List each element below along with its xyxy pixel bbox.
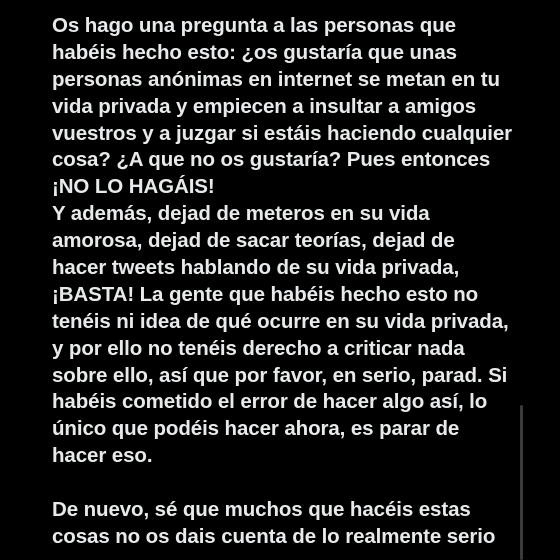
post-line: personas anónimas en internet se metan en tu (52, 67, 500, 91)
post-line: tenéis ni idea de qué ocurre en su vida privada, (52, 309, 509, 333)
post-line: habéis cometido el error de hacer algo así, lo (52, 390, 488, 414)
post-line: hacer tweets hablando de su vida privada, (52, 256, 460, 280)
post-line: habéis hecho esto: ¿os gustaría que unas (52, 40, 457, 64)
post-line: vuestros y a juzgar si estáis haciendo cualquier (52, 121, 513, 145)
post-line: ¡NO LO HAGÁIS! (52, 175, 215, 199)
post-line: y por ello no tenéis derecho a criticar nada (52, 336, 465, 360)
post-line: De nuevo, sé que muchos que hacéis estas (52, 498, 471, 522)
post-line: amorosa, dejad de sacar teorías, dejad de (52, 229, 455, 253)
post-text (52, 13, 542, 551)
scrollbar-thumb[interactable] (520, 405, 523, 560)
post-line: vida privada y empiecen a insultar a amigos (52, 94, 477, 118)
post-line: único que podéis hacer ahora, es parar de (52, 417, 460, 441)
post-line: Os hago una pregunta a las personas que (52, 14, 456, 37)
post-line: cosas no os dais cuenta de lo realmente serio (52, 524, 496, 548)
post-line: ¡BASTA! La gente que habéis hecho esto no (52, 282, 479, 306)
post-line: hacer eso. (52, 444, 153, 468)
post-line: Y además, dejad de meteros en su vida (52, 202, 430, 226)
paragraph-gap (52, 470, 542, 497)
post-line: cosa? ¿A que no os gustaría? Pues entonces (52, 148, 491, 172)
post-line: sobre ello, así que por favor, en serio, parad. Si (52, 363, 508, 387)
